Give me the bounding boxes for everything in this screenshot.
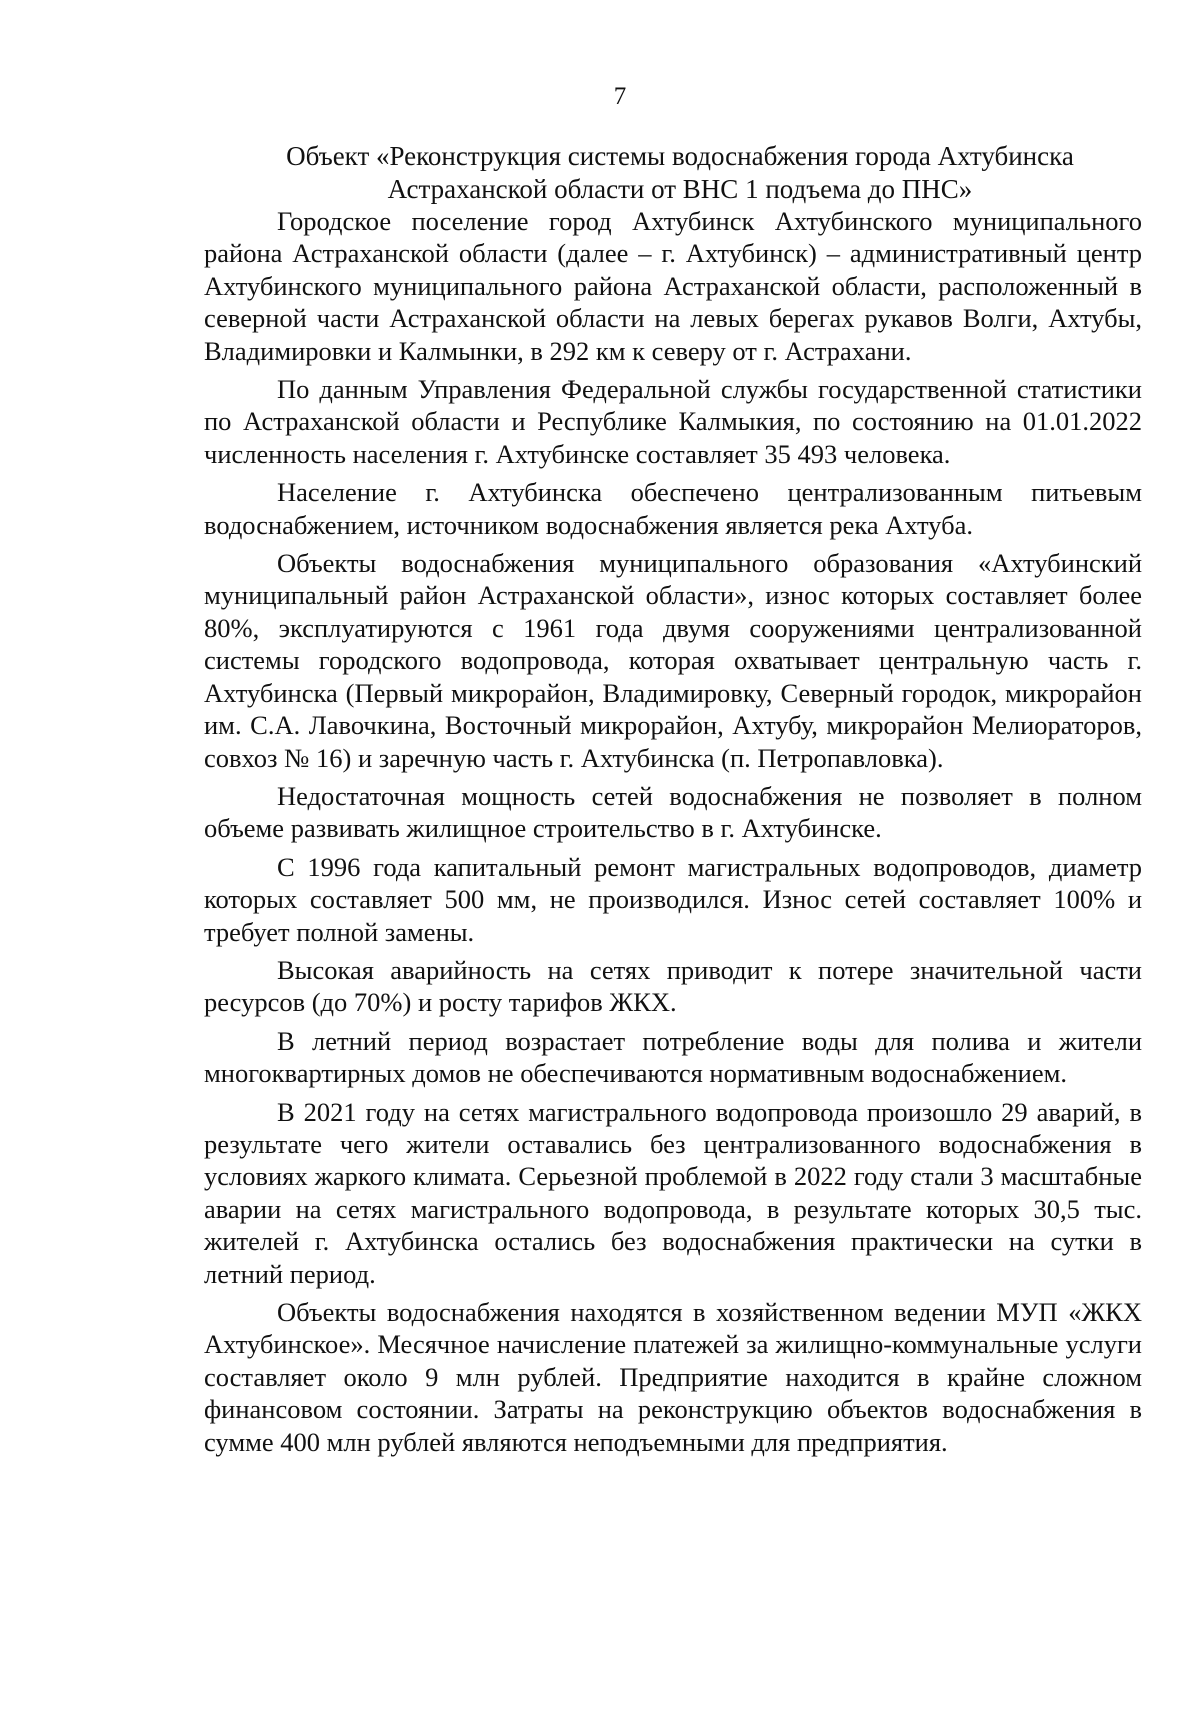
paragraph: Высокая аварийность на сетях приводит к потере значительной части ресурсов (до 70%) и росту тарифов ЖКХ. xyxy=(204,954,1142,1018)
page-number: 7 xyxy=(613,83,627,110)
document-body xyxy=(204,205,1142,1464)
paragraph: В летний период возрастает потребление воды для полива и жители многоквартирных домов не обеспечиваются нормативным водоснабжением. xyxy=(204,1025,1142,1089)
title-line-1: Объект «Реконструкция системы водоснабжения города Ахтубинска xyxy=(286,141,1074,171)
paragraph: Население г. Ахтубинска обеспечено централизованным питьевым водоснабжением, источником водоснабжения является река Ахтуба. xyxy=(204,477,1142,540)
document-title xyxy=(200,140,1160,206)
paragraph: Объекты водоснабжения муниципального образования «Ахтубинский муниципальный район Астраханской области», износ которых составляет более 80%, эксплуатируются с 1961 года двумя сооружениями централизованной системы городского водопровода, которая охватывает центральную часть г. Ахтубинска (Первый микрорайон, Владимировку, Северный городок, микрорайон им. С.А. Лавочкина, Восточный микрорайон, Ахтубу, микрорайон Мелиораторов, совхоз № 16) и заречную часть г. Ахтубинска (п. Петропавловка). xyxy=(204,548,1142,773)
paragraph: Объекты водоснабжения находятся в хозяйственном ведении МУП «ЖКХ Ахтубинское». Месячное начисление платежей за жилищно-коммунальные услуги составляет около 9 млн рублей. Предприятие находится в крайне сложном финансовом состоянии. Затраты на реконструкцию объектов водоснабжения в сумме 400 млн рублей являются неподъемными для предприятия. xyxy=(204,1297,1142,1457)
paragraph: С 1996 года капитальный ремонт магистральных водопроводов, диаметр которых составляет 500 мм, не производился. Износ сетей составляет 100% и требует полной замены. xyxy=(204,851,1142,947)
paragraph: Городское поселение город Ахтубинск Ахтубинского муниципального района Астраханской области (далее – г. Ахтубинск) – административный центр Ахтубинского муниципального района Астраханской области, расположенный в северной части Астраханской области на левых берегах рукавов Волги, Ахтубы, Владимировки и Калмынки, в 292 км к северу от г. Астрахани. xyxy=(204,206,1142,366)
paragraph: По данным Управления Федеральной службы государственной статистики по Астраханской области и Республике Калмыкия, по состоянию на 01.01.2022 численность населения г. Ахтубинске составляет 35 493 человека. xyxy=(204,374,1142,469)
paragraph: Недостаточная мощность сетей водоснабжения не позволяет в полном объеме развивать жилищное строительство в г. Ахтубинске. xyxy=(204,780,1142,844)
title-line-2: Астраханской области от ВНС 1 подъема до ПНС» xyxy=(387,174,973,204)
paragraph: В 2021 году на сетях магистрального водопровода произошло 29 аварий, в результате чего жители оставались без централизованного водоснабжения в условиях жаркого климата. Серьезной проблемой в 2022 году стали 3 масштабные аварии на сетях магистрального водопровода, в результате которых 30,5 тыс. жителей г. Ахтубинска остались без водоснабжения практически на сутки в летний период. xyxy=(204,1096,1142,1289)
